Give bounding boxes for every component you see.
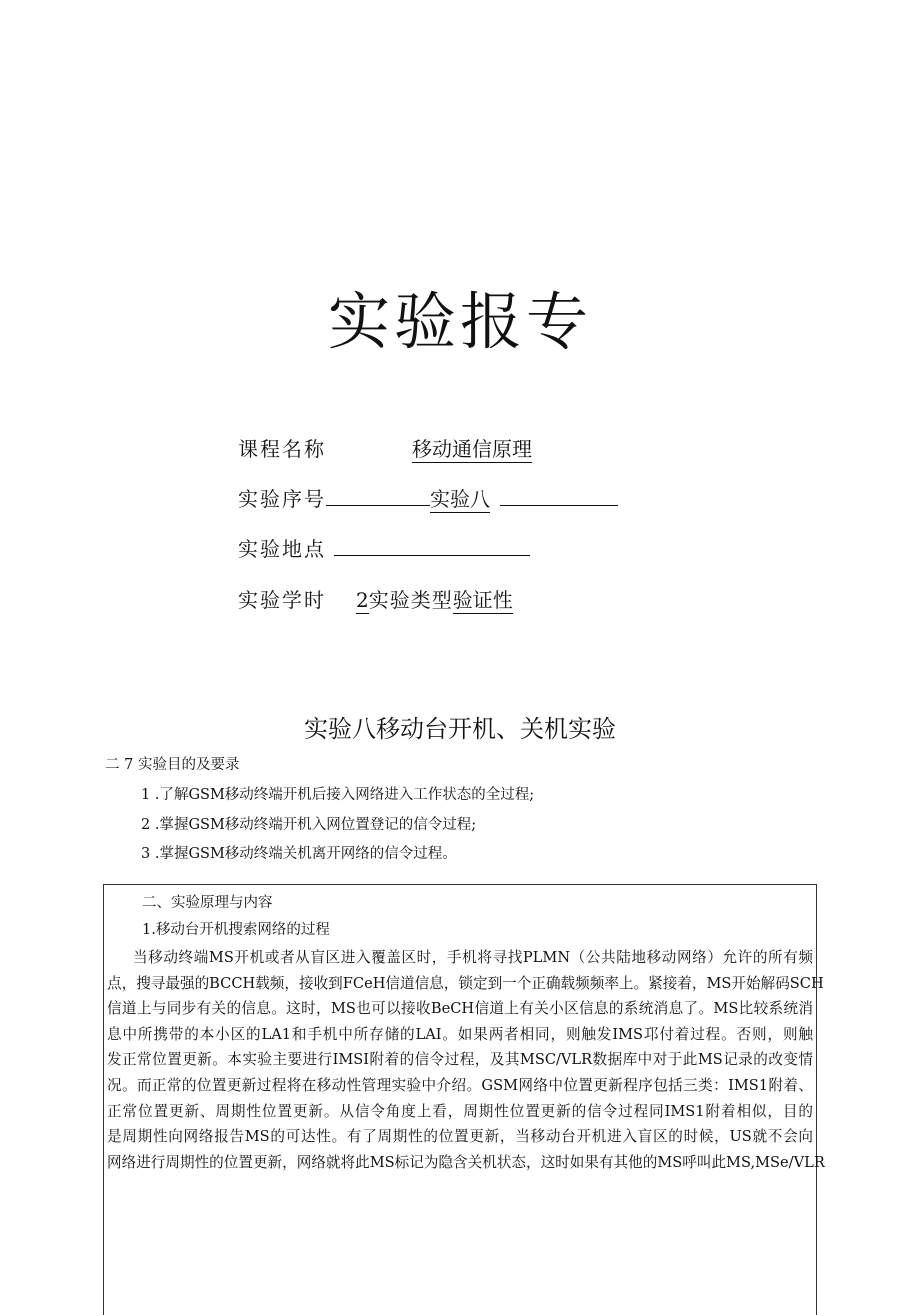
course-label: 课程名称 <box>238 437 326 461</box>
seq-label: 实验序号 <box>238 487 326 511</box>
type-value: 验证性 <box>452 588 513 612</box>
hours-row <box>238 585 513 615</box>
principles-subheading: 1.移动台开机搜索网络的过程 <box>142 922 330 938</box>
place-row <box>238 534 530 564</box>
seq-row <box>238 484 618 514</box>
objective-item: 1 .了解GSM移动终端开机后接入网络进入工作状态的全过程; <box>141 787 535 803</box>
paragraph-line: 网络进行周期性的位置更新，网络就将此MS标记为隐含关机状态，这时如果有其他的MS呼叫此MS,MSe/VLR <box>107 1153 825 1171</box>
course-value: 移动通信原理 <box>412 437 532 461</box>
seq-underline-right <box>500 485 618 506</box>
seq-underline-left <box>326 485 430 506</box>
place-underline <box>334 535 530 556</box>
report-title: 实验报专 <box>327 285 592 358</box>
objectives-heading: 二 7 实验目的及要录 <box>105 757 240 773</box>
objective-item: 3 .掌握GSM移动终端关机离开网络的信令过程。 <box>141 846 457 862</box>
paragraph-line: 当移动终端MS开机或者从盲区进入覆盖区时，手机将寻找PLMN（公共陆地移动网络）允许的所有频 <box>133 949 813 966</box>
seq-value: 实验八 <box>430 487 490 511</box>
principles-paragraph <box>107 945 825 1175</box>
objective-item: 2 .掌握GSM移动终端开机入网位置登记的信令过程; <box>141 817 477 833</box>
type-label: 实验类型 <box>368 588 453 612</box>
place-label: 实验地点 <box>238 537 326 561</box>
principles-heading: 二、实验原理与内容 <box>142 895 273 911</box>
paragraph-line: 发正常位置更新。本实验主要进行IMSI附着的信令过程，及其MSC/VLR数据库中对于此MS记录的改变情 <box>107 1051 813 1069</box>
course-row <box>238 434 532 464</box>
experiment-title: 实验八移动台开机、关机实验 <box>304 715 616 743</box>
paragraph-line: 是周期性向网络报告MS的可达性。有了周期性的位置更新，当移动台开机进入盲区的时候，US就不会向 <box>107 1128 813 1146</box>
paragraph-line: 息中所携带的本小区的LA1和手机中所存储的LAI。如果两者相同，则触发IMS邛付着过程。否则，则触 <box>107 1025 813 1043</box>
paragraph-line: 况。而正常的位置更新过程将在移动性管理实验中介绍。GSM网络中位置更新程序包括三类：IMS1附着、 <box>107 1076 813 1094</box>
paragraph-line: 正常位置更新、周期性位置更新。从信令角度上看，周期性位置更新的信令过程同IMS1附着相似，目的 <box>107 1102 813 1120</box>
hours-value: 2 <box>356 588 369 612</box>
paragraph-line: 信道上与同步有关的信息。这时，MS也可以接收BeCH信道上有关小区信息的系统消息了。MS比较系统消 <box>107 1000 813 1018</box>
hours-label: 实验学时 <box>238 588 326 612</box>
content-box <box>103 884 825 1315</box>
paragraph-line: 点，搜寻最强的BCCH载频，接收到FCeH信道信息，锁定到一个正确载频频率上。紧接着，MS开始解码SCH <box>107 974 824 992</box>
